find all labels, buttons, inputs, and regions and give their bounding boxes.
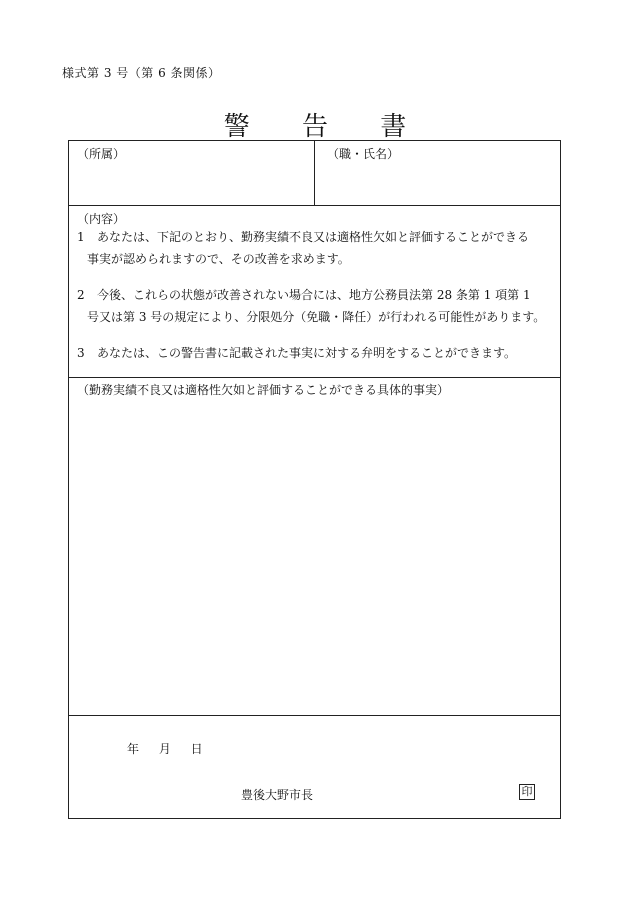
item-number: 2 [77,288,85,302]
seal-mark: 印 [519,784,535,800]
department-label: （所属） [77,147,126,161]
content-item-3 [77,342,557,364]
facts-section[interactable] [69,378,560,716]
item-text-line2: 事実が認められますので、その改善を求めます。 [87,252,350,266]
item-text-line1: あなたは、下記のとおり、勤務実績不良又は適格性欠如と評価することができる [97,230,530,244]
item-text-line1: あなたは、この警告書に記載された事実に対する弁明をすることができます。 [97,346,517,360]
content-item-1 [77,226,557,270]
name-label: （職・氏名） [327,147,400,161]
item-number: 1 [77,230,85,244]
item-text-line1: 今後、これらの状態が改善されない場合には、地方公務員法第 28 条第 1 項第 1 [97,288,531,302]
content-item-2 [77,284,557,328]
date-label: 年 月 日 [127,742,204,756]
warning-form [68,140,561,819]
recipient-row [69,141,560,206]
name-cell[interactable] [315,141,560,205]
document-title: 警 告 書 [223,112,429,142]
department-cell[interactable] [69,141,315,205]
signer-title: 豊後大野市長 [241,788,314,802]
facts-label: （勤務実績不良又は適格性欠如と評価することができる具体的事実） [77,383,450,397]
content-section [69,206,560,378]
item-number: 3 [77,346,85,360]
signature-section [69,716,560,818]
item-text-line2: 号又は第 3 号の規定により、分限処分（免職・降任）が行われる可能性があります。 [87,310,546,324]
form-number-label: 様式第 3 号（第 6 条関係） [62,66,221,80]
content-label: （内容） [77,212,126,226]
